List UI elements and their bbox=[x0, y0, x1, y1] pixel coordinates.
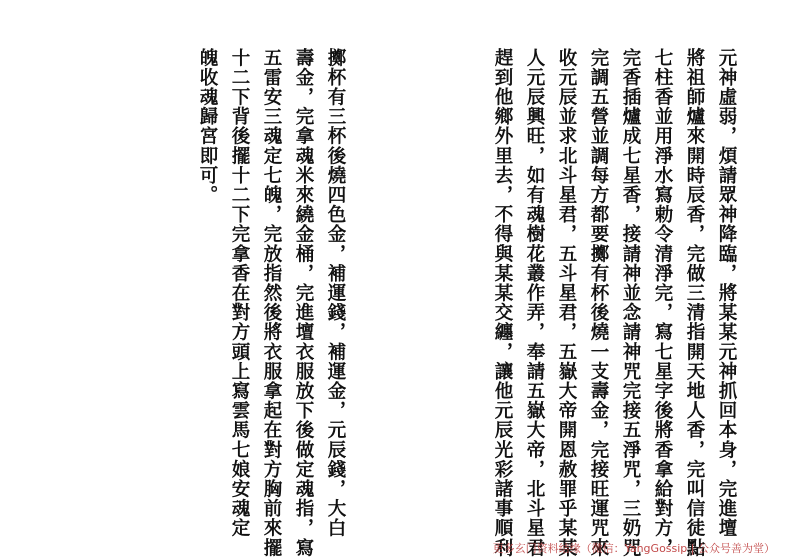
right-page-column-6: 收元辰並求北斗星君，五斗星君，五嶽大帝開恩赦罪乎某某 bbox=[556, 48, 577, 558]
right-page-column-8: 趕到他鄉外里去，不得與某某交纏，讓他元辰光彩諸事順利 bbox=[492, 48, 513, 558]
right-page-column-4: 完香插爐成七星香，接請神並念請神咒完接五淨咒，三奶咒 bbox=[620, 48, 641, 558]
right-page-column-1: 元神虛弱，煩請眾神降臨，將某某元神抓回本身，完進壇 bbox=[716, 48, 737, 538]
right-page-column-5: 完調五營並調每方都要擲有杯後燒一支壽金，完接旺運咒來 bbox=[588, 48, 609, 558]
left-page-column-3: 五雷安三魂定七魄，完放指然後將衣服拿起在對方胸前來擺 bbox=[261, 48, 282, 558]
footer-watermark: 更多玄门资料结缘（微信：YangGossip | 公众号善为堂） bbox=[492, 542, 775, 555]
left-page-column-5: 魄收魂歸宮即可。 bbox=[197, 48, 218, 205]
left-page-column-4: 十二下背後擺十二下完拿香在對方頭上寫雲馬七娘安魂定 bbox=[229, 48, 250, 538]
left-page-column-2: 壽金，完拿魂米來繞金桶，完進壇衣服放下後做定魂指，寫 bbox=[293, 48, 314, 558]
right-page-column-2: 將祖師爐來開時辰香，完做三清指開天地人香，完叫信徒點 bbox=[684, 48, 705, 558]
right-page-column-3: 七柱香並用淨水寫勅令清淨完，寫七星字後將香拿給對方， bbox=[652, 48, 673, 558]
right-page-column-7: 人元辰興旺，如有魂樹花叢作弄，奉請五嶽大帝，北斗星君 bbox=[524, 48, 545, 558]
left-page-column-1: 擲杯有三杯後燒四色金，補運錢，補運金，元辰錢，大白 bbox=[325, 48, 346, 538]
